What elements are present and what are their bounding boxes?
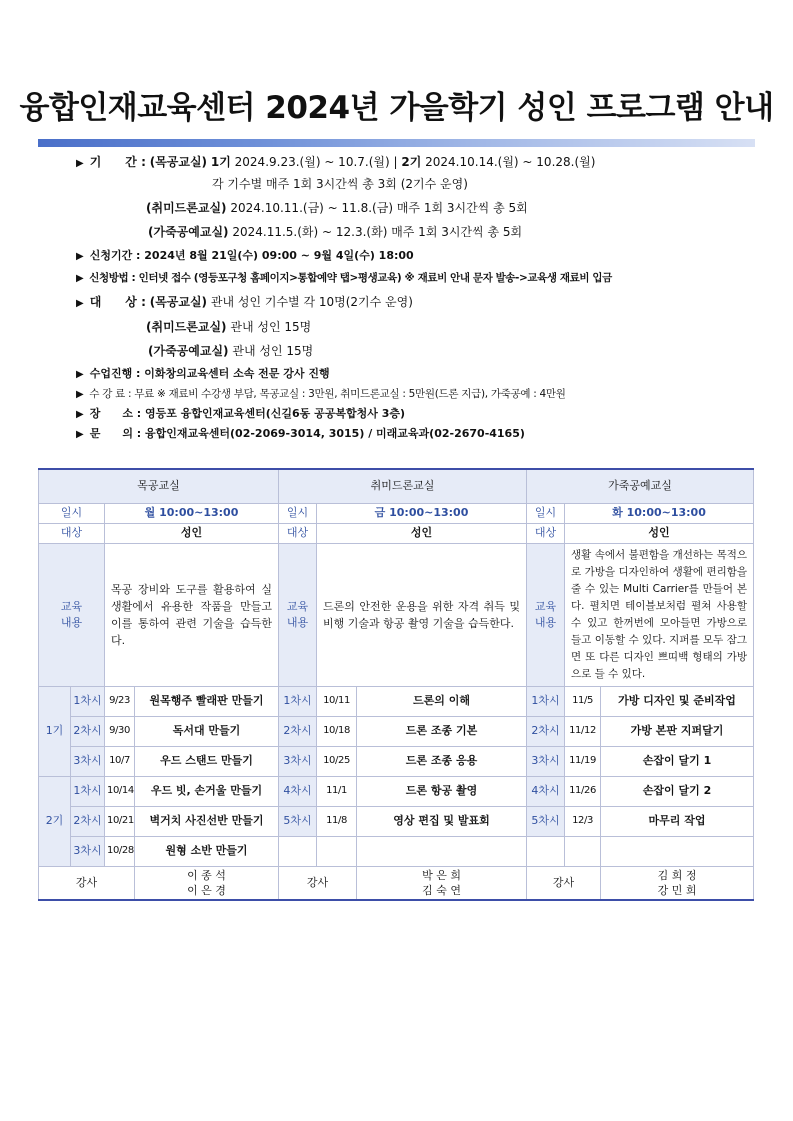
- triangle-bullet-icon: ▶: [76, 251, 84, 262]
- session-title: 독서대 만들기: [135, 716, 279, 746]
- info-target-drone: (취미드론교실) 관내 성인 15명: [146, 320, 312, 334]
- info-period: ▶ 기 간 : (목공교실) 1기 2024.9.23.(월) ~ 10.7.(월) | 2기 2024.10.14.(월) ~ 10.28.(월): [76, 155, 596, 169]
- wood-time: 월 10:00~13:00: [105, 503, 279, 523]
- room-header-wood: 목공교실: [39, 469, 279, 503]
- leather-instructors: 김 희 정 강 민 희: [601, 866, 754, 900]
- empty-cell: [527, 836, 565, 866]
- info-progress: ▶ 수업진행 : 이화창의교육센터 소속 전문 강사 진행: [76, 367, 330, 380]
- instructor-label: 강사: [39, 866, 135, 900]
- session-title: 원목행주 빨래판 만들기: [135, 686, 279, 716]
- session-date: 12/3: [565, 806, 601, 836]
- session-date: 9/23: [105, 686, 135, 716]
- session-number: 1차시: [71, 776, 105, 806]
- session-date: 11/1: [317, 776, 357, 806]
- wood-instructors: 이 종 석 이 은 경: [135, 866, 279, 900]
- session-number: 2차시: [527, 716, 565, 746]
- session-number: 5차시: [279, 806, 317, 836]
- session-title: 우드 스탠드 만들기: [135, 746, 279, 776]
- session-title: 드론 항공 촬영: [357, 776, 527, 806]
- empty-cell: [601, 836, 754, 866]
- drone-description: 드론의 안전한 운용을 위한 자격 취득 및 비행 기술과 항공 촬영 기술을 습득한다.: [317, 543, 527, 686]
- leather-target: 성인: [565, 523, 754, 543]
- page-title: 융합인재교육센터 2024년 가을학기 성인 프로그램 안내: [19, 90, 774, 126]
- content-label: 교육 내용: [527, 543, 565, 686]
- target-label: 대상: [527, 523, 565, 543]
- table-row: [39, 686, 754, 716]
- session-date: 10/25: [317, 746, 357, 776]
- session-title: 벽거치 사진선반 만들기: [135, 806, 279, 836]
- session-number: 4차시: [527, 776, 565, 806]
- info-period-leather: (가죽공예교실) 2024.11.5.(화) ~ 12.3.(화) 매주 1회 3시간씩 총 5회: [148, 225, 523, 239]
- session-title: 손잡이 달기 1: [601, 746, 754, 776]
- empty-cell: [279, 836, 317, 866]
- session-number: 5차시: [527, 806, 565, 836]
- info-period-wood-note: 각 기수별 매주 1회 3시간씩 총 3회 (2기수 운영): [212, 177, 468, 191]
- wood-gi2-label: 2기: [39, 776, 71, 866]
- session-date: 10/28: [105, 836, 135, 866]
- table-row: [39, 776, 754, 806]
- wood-gi1-label: 1기: [39, 686, 71, 776]
- leather-description: 생활 속에서 불편함을 개선하는 목적으로 가방을 디자인하여 생활에 편리함을 줄 수 있는 Multi Carrier를 만들어 본다. 펼치면 테이블보처럼 펼쳐 사용할 수 있고 한꺼번에 모아들면 가방으로 들고 이동할 수 있다. 지퍼를 모두 잠그면 또 다른 디자인 쁘띠백 형태의 가방으로 들 수 있다.: [565, 543, 754, 686]
- triangle-bullet-icon: ▶: [76, 158, 84, 169]
- time-label: 일시: [279, 503, 317, 523]
- leather-time: 화 10:00~13:00: [565, 503, 754, 523]
- table-row: [39, 716, 754, 746]
- session-number: 2차시: [71, 716, 105, 746]
- room-header-leather: 가죽공예교실: [527, 469, 754, 503]
- triangle-bullet-icon: ▶: [76, 429, 84, 440]
- session-number: 2차시: [279, 716, 317, 746]
- session-date: 10/7: [105, 746, 135, 776]
- session-number: 3차시: [527, 746, 565, 776]
- triangle-bullet-icon: ▶: [76, 273, 84, 284]
- session-title: 손잡이 달기 2: [601, 776, 754, 806]
- info-apply-period: ▶ 신청기간 : 2024년 8월 21일(수) 09:00 ~ 9월 4일(수) 18:00: [76, 249, 414, 262]
- instructor-row: [39, 866, 754, 900]
- content-label: 교육 내용: [39, 543, 105, 686]
- session-number: 2차시: [71, 806, 105, 836]
- table-header-row: [39, 469, 754, 503]
- triangle-bullet-icon: ▶: [76, 298, 84, 309]
- drone-instructors: 박 은 희 김 숙 연: [357, 866, 527, 900]
- table-row: [39, 806, 754, 836]
- triangle-bullet-icon: ▶: [76, 369, 84, 380]
- title-underline-bar: [38, 139, 755, 147]
- session-date: 10/21: [105, 806, 135, 836]
- session-title: 가방 본판 지퍼달기: [601, 716, 754, 746]
- schedule-table: [38, 468, 754, 901]
- info-fee: ▶ 수 강 료 : 무료 ※ 재료비 수강생 부담, 목공교실 : 3만원, 취미드론교실 : 5만원(드론 지급), 가죽공예 : 4만원: [76, 388, 566, 400]
- session-number: 4차시: [279, 776, 317, 806]
- wood-description: 목공 장비와 도구를 활용하여 실생활에서 유용한 작품을 만들고 이를 통하여 관련 기술을 습득한다.: [105, 543, 279, 686]
- session-title: 드론의 이해: [357, 686, 527, 716]
- session-title: 마무리 작업: [601, 806, 754, 836]
- session-number: 1차시: [279, 686, 317, 716]
- content-row: [39, 543, 754, 686]
- session-date: 11/12: [565, 716, 601, 746]
- triangle-bullet-icon: ▶: [76, 409, 84, 420]
- session-date: 11/19: [565, 746, 601, 776]
- target-label: 대상: [279, 523, 317, 543]
- info-contact: ▶ 문 의 : 융합인재교육센터(02-2069-3014, 3015) / 미래교육과(02-2670-4165): [76, 427, 525, 440]
- session-number: 3차시: [71, 746, 105, 776]
- session-date: 9/30: [105, 716, 135, 746]
- triangle-bullet-icon: ▶: [76, 389, 84, 400]
- drone-time: 금 10:00~13:00: [317, 503, 527, 523]
- session-date: 10/14: [105, 776, 135, 806]
- session-number: 3차시: [71, 836, 105, 866]
- table-row: [39, 746, 754, 776]
- wood-target: 성인: [105, 523, 279, 543]
- target-label: 대상: [39, 523, 105, 543]
- session-title: 가방 디자인 및 준비작업: [601, 686, 754, 716]
- empty-cell: [317, 836, 357, 866]
- session-title: 원형 소반 만들기: [135, 836, 279, 866]
- session-title: 드론 조종 기본: [357, 716, 527, 746]
- session-date: 10/11: [317, 686, 357, 716]
- content-label: 교육 내용: [279, 543, 317, 686]
- info-target: ▶ 대 상 : (목공교실) 관내 성인 기수별 각 10명(2기수 운영): [76, 295, 413, 309]
- session-date: 11/8: [317, 806, 357, 836]
- session-title: 영상 편집 및 발표회: [357, 806, 527, 836]
- empty-cell: [565, 836, 601, 866]
- session-date: 11/5: [565, 686, 601, 716]
- session-title: 드론 조종 응용: [357, 746, 527, 776]
- info-place: ▶ 장 소 : 영등포 융합인재교육센터(신길6동 공공복합청사 3층): [76, 407, 406, 420]
- target-row: [39, 523, 754, 543]
- info-period-drone: (취미드론교실) 2024.10.11.(금) ~ 11.8.(금) 매주 1회 3시간씩 총 5회: [146, 201, 528, 215]
- empty-cell: [357, 836, 527, 866]
- table-row: [39, 836, 754, 866]
- time-label: 일시: [39, 503, 105, 523]
- instructor-label: 강사: [527, 866, 601, 900]
- session-date: 11/26: [565, 776, 601, 806]
- drone-target: 성인: [317, 523, 527, 543]
- session-number: 1차시: [71, 686, 105, 716]
- info-target-leather: (가죽공예교실) 관내 성인 15명: [148, 344, 314, 358]
- session-date: 10/18: [317, 716, 357, 746]
- time-label: 일시: [527, 503, 565, 523]
- session-title: 우드 빗, 손거울 만들기: [135, 776, 279, 806]
- session-number: 1차시: [527, 686, 565, 716]
- time-row: [39, 503, 754, 523]
- instructor-label: 강사: [279, 866, 357, 900]
- info-apply-method: ▶ 신청방법 : 인터넷 접수 (영등포구청 홈페이지>통합예약 탭>평생교육) ※ 재료비 안내 문자 발송->교육생 재료비 입금: [76, 272, 612, 284]
- room-header-drone: 취미드론교실: [279, 469, 527, 503]
- session-number: 3차시: [279, 746, 317, 776]
